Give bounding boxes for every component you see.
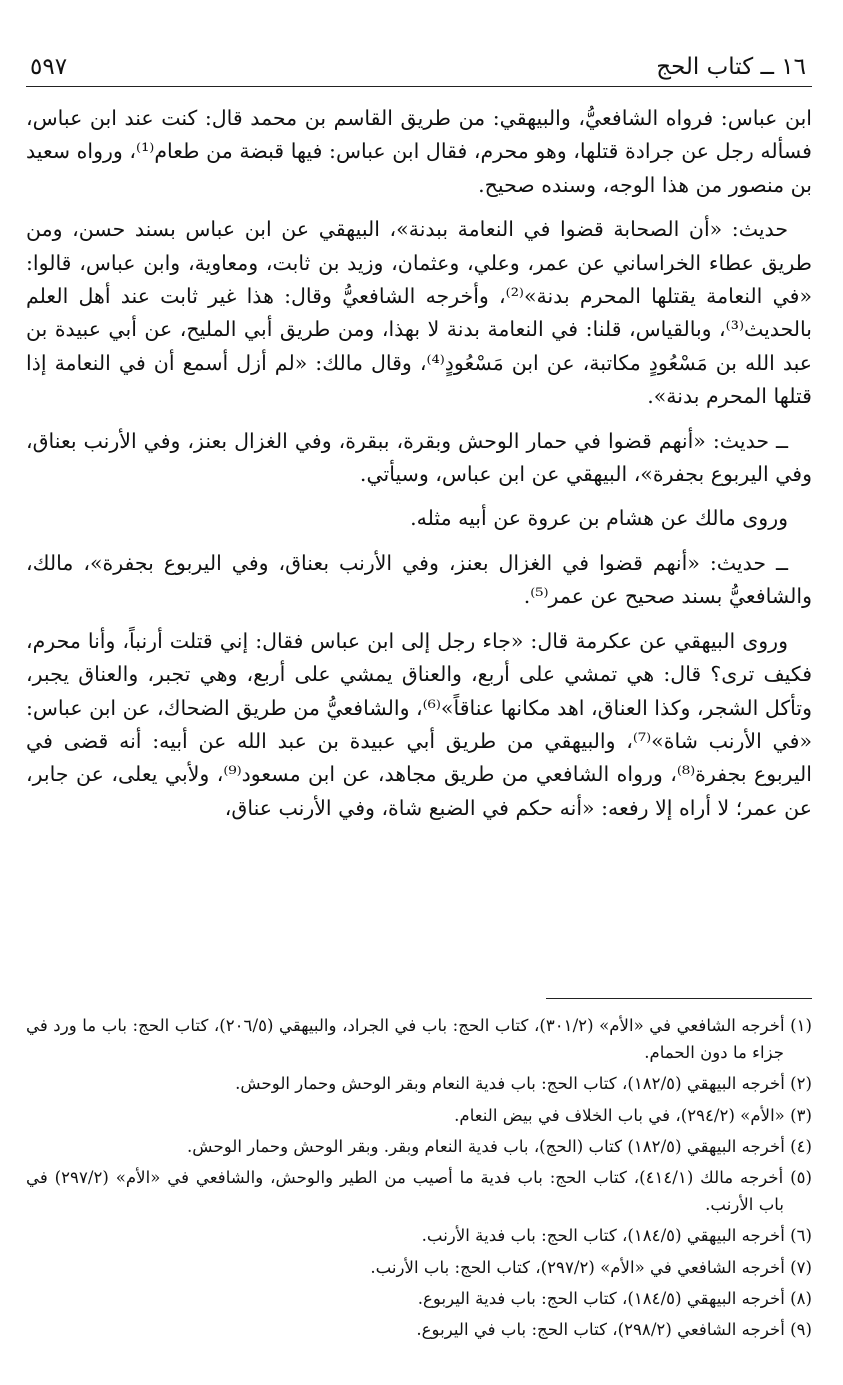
footnote: (٧) أخرجه الشافعي في «الأم» (٢٩٧/٢)، كتاب الحج: باب الأرنب.	[370, 1257, 812, 1277]
footnote-separator	[546, 998, 812, 999]
footnote: (٨) أخرجه البيهقي (١٨٤/٥)، كتاب الحج: باب فدية اليربوع.	[417, 1288, 812, 1308]
book-page	[26, 52, 812, 1372]
footnote: (٣) «الأم» (٢٩٤/٢)، في باب الخلاف في بيض النعام.	[454, 1105, 812, 1125]
paragraph: وروى البيهقي عن عكرمة قال: «جاء رجل إلى ابن عباس فقال: إني قتلت أرنباً، وأنا محرم، فكيف ترى؟ قال: هي تمشي على أربع، والعناق يمشي على أربع، وهي تجبر، والعناق يجبر، وتأكل الشجر، وكذا العناق، اهد مكانها عناقاً»⁽⁶⁾، والشافعيُّ من طريق الضحاك، عن ابن عباس: «في الأرنب شاة»⁽⁷⁾، والبيهقي من طريق أبي عبيدة بن عبد الله عن أبيه: أنه قضى في اليربوع بجفرة⁽⁸⁾، ورواه الشافعي من طريق مجاهد، عن ابن مسعود⁽⁹⁾، ولأبي يعلى، عن جابر، عن عمر؛ لا أراه إلا رفعه: «أنه حكم في الضبع شاة، وفي الأرنب عناق،	[26, 628, 812, 820]
footnote: (٢) أخرجه البيهقي (١٨٢/٥)، كتاب الحج: باب فدية النعام وبقر الوحش وحمار الوحش.	[235, 1074, 812, 1094]
footnotes	[26, 1012, 812, 1347]
footnote: (٤) أخرجه البيهقي (١٨٢/٥) كتاب (الحج)، باب فدية النعام وبقر. وبقر الوحش وحمار الوحش.	[187, 1136, 812, 1156]
main-text	[26, 102, 812, 836]
footnote: (١) أخرجه الشافعي في «الأم» (٣٠١/٢)، كتاب الحج: باب في الجراد، والبيهقي (٢٠٦/٥)، كتاب الحج: باب ما ورد في جزاء ما دون الحمام.	[26, 1016, 812, 1063]
page-number: ٥٩٧	[30, 54, 68, 80]
chapter-title: ١٦ ــ كتاب الحج	[656, 54, 806, 80]
paragraph: ــ حديث: «أنهم قضوا في حمار الوحش وبقرة، ببقرة، وفي الغزال بعنز، وفي الأرنب بعناق، وفي اليربوع بجفرة»، البيهقي عن ابن عباس، وسيأتي.	[26, 428, 812, 487]
paragraph: وروى مالك عن هشام بن عروة عن أبيه مثله.	[410, 506, 788, 531]
paragraph: ــ حديث: «أنهم قضوا في الغزال بعنز، وفي الأرنب بعناق، وفي اليربوع بجفرة»، مالك، والشافعيُّ بسند صحيح عن عمر⁽⁵⁾.	[26, 550, 812, 609]
running-header	[26, 52, 812, 87]
footnote: (٩) أخرجه الشافعي (٢٩٨/٢)، كتاب الحج: باب في اليربوع.	[416, 1320, 812, 1340]
paragraph: حديث: «أن الصحابة قضوا في النعامة ببدنة»، البيهقي عن ابن عباس بسند حسن، ومن طريق عطاء الخراساني عن عمر، وعلي، وعثمان، وزيد بن ثابت، ومعاوية، وابن عباس، قالوا: «في النعامة يقتلها المحرم بدنة»⁽²⁾، وأخرجه الشافعيُّ وقال: هذا غير ثابت عند أهل العلم بالحديث⁽³⁾، وبالقياس، قلنا: في النعامة بدنة لا بهذا، ومن طريق أبي المليح، عن أبي عبيدة بن عبد الله بن مَسْعُودٍ مكاتبة، عن ابن مَسْعُودٍ⁽⁴⁾، وقال مالك: «لم أزل أسمع أن في النعامة إذا قتلها المحرم بدنة».	[26, 217, 812, 409]
footnote: (٦) أخرجه البيهقي (١٨٤/٥)، كتاب الحج: باب فدية الأرنب.	[421, 1226, 812, 1246]
paragraph: ابن عباس: فرواه الشافعيُّ، والبيهقي: من طريق القاسم بن محمد قال: كنت عند ابن عباس، فسأله رجل عن جرادة قتلها، وهو محرم، فقال ابن عباس: فيها قبضة من طعام⁽¹⁾، ورواه سعيد بن منصور من هذا الوجه، وسنده صحيح.	[26, 106, 812, 197]
footnote: (٥) أخرجه مالك (٤١٤/١)، كتاب الحج: باب فدية ما أصيب من الطير والوحش، والشافعي في «الأم» (٢٩٧/٢) في باب الأرنب.	[26, 1168, 812, 1215]
